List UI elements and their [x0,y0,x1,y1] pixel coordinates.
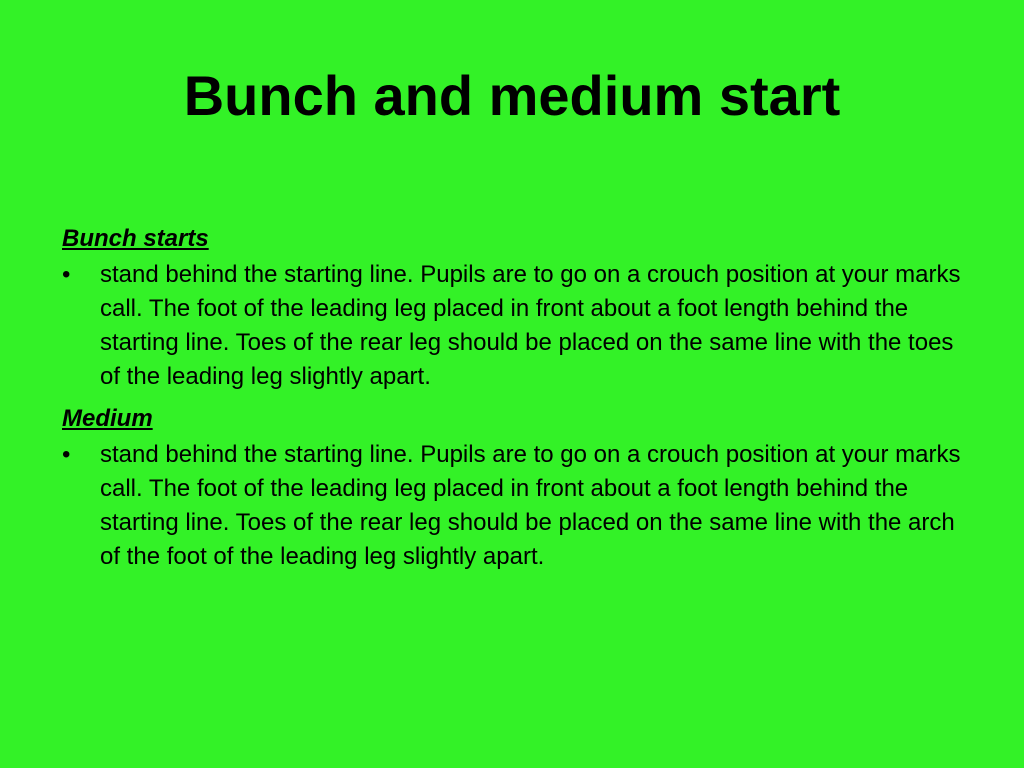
bullet-dot-icon: • [62,441,71,468]
bullet-item [62,438,972,574]
slide-content [62,220,972,580]
bullet-dot-icon: • [62,261,71,288]
section-medium [62,400,972,574]
section-heading-bunch-starts: Bunch starts [62,225,209,252]
section-bunch-starts [62,220,972,394]
bullet-text: stand behind the starting line. Pupils are to go on a crouch position at your marks call. The foot of the leading leg placed in front about a foot length behind the starting line. Toes of the rear leg should be placed on the same line with the toes of the leading leg slightly apart. [100,261,961,390]
slide-title: Bunch and medium start [183,64,841,127]
bullet-item [62,258,972,394]
section-heading-medium: Medium [62,405,153,432]
bullet-text: stand behind the starting line. Pupils are to go on a crouch position at your marks call. The foot of the leading leg placed in front about a foot length behind the starting line. Toes of the rear leg should be placed on the same line with the arch of the foot of the leading leg slightly apart. [100,441,961,570]
